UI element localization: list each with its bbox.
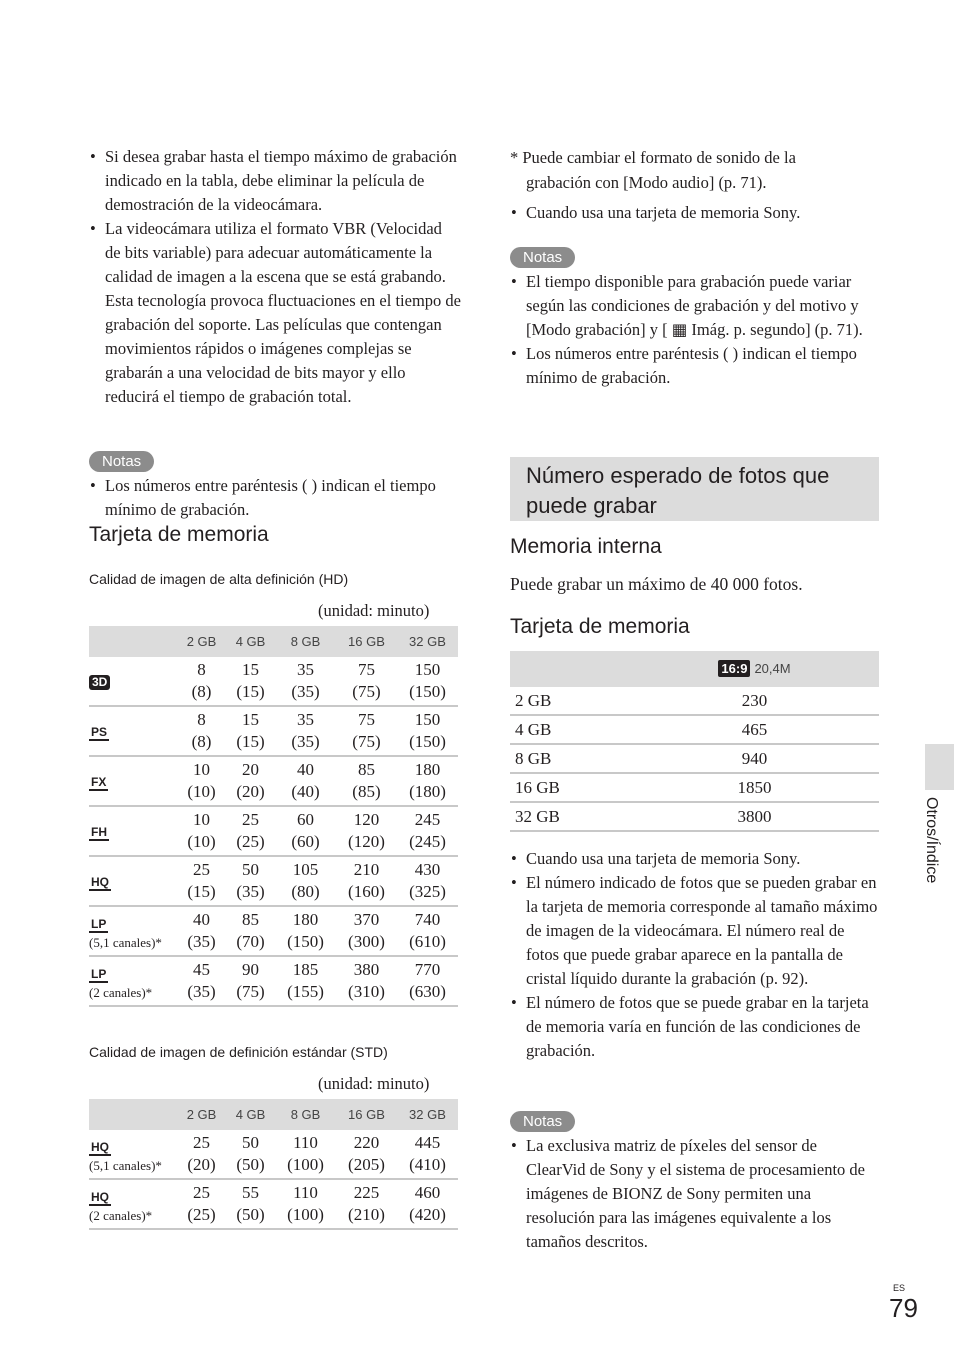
std-table-title: Calidad de imagen de definición estándar (STD) [89,1044,388,1060]
hd-time-cell [226,706,275,756]
left-nota-1: • Los números entre paréntesis ( ) indican el tiempo mínimo de grabación. [89,474,459,522]
sony-card-bullet: • Cuando usa una tarjeta de memoria Sony. [510,201,880,225]
max-time: 85 [242,910,260,929]
hd-time-cell [177,706,226,756]
hd-time-cell [177,806,226,856]
min-time: (205) [348,1155,385,1174]
min-time: (40) [291,782,320,801]
std-time-cell [336,1130,397,1179]
hd-time-cell [275,756,336,806]
min-time: (100) [287,1155,324,1174]
max-time: 10 [193,760,210,779]
max-time: 430 [414,860,441,879]
audio-channel-label: (5,1 canales)* [89,934,162,950]
std-unit: (unidad: minuto) [318,1074,430,1093]
std-col-header: 8 GB [275,1099,336,1130]
max-time: 60 [297,810,314,829]
max-time: 35 [297,660,314,679]
min-time: (310) [348,982,385,1001]
hd-time-cell [226,956,275,1006]
std-mode-cell [89,1130,177,1179]
table-row [89,956,458,1006]
max-time: 50 [242,860,260,879]
photo-row-value: 230 [690,687,879,715]
hd-time-cell [177,956,226,1006]
table-row [510,744,879,773]
hd-time-cell [336,956,397,1006]
max-time: 380 [353,960,380,979]
max-time: 90 [242,960,260,979]
min-time: (20) [187,1155,216,1174]
right-nota-3: • La exclusiva matriz de píxeles del sensor de ClearVid de Sony y el sistema de procesamiento de imágenes de BIONZ de Sony permiten una resolución para las imágenes equivalente a los tamaños descritos. [510,1134,880,1254]
max-time: 460 [414,1183,441,1202]
hd-time-cell [177,756,226,806]
hd-time-cell [397,906,458,956]
table-row [510,715,879,744]
audio-channel-label: (2 canales)* [89,984,153,1000]
max-time: 110 [293,1133,318,1152]
max-time: 45 [193,960,210,979]
hd-col-header: 32 GB [397,626,458,657]
section-title: Número esperado de fotos que puede grabar [526,463,830,518]
max-time: 25 [242,810,260,829]
max-time: 8 [197,710,206,729]
min-time: (35) [291,682,320,701]
std-recording-time-table [89,1099,458,1230]
photo-bullet-2: • El número indicado de fotos que se pueden grabar en la tarjeta de memoria corresponde al tamaño máximo de imagen de la videocámara. El número real de fotos que puede grabar aparece en la pantalla de cristal líquido durante la grabación (p. 92). [510,871,880,991]
max-time: 15 [242,710,260,729]
hd-time-cell [336,856,397,906]
hd-header-row [89,626,458,657]
table-row [89,657,458,706]
right-notas-list-1 [510,270,880,390]
std-mode-cell [89,1179,177,1229]
std-col-header: 16 GB [336,1099,397,1130]
max-time: 150 [414,660,441,679]
max-time: 55 [242,1183,260,1202]
max-time: 75 [357,660,375,679]
hd-time-cell [397,956,458,1006]
std-time-cell [275,1179,336,1229]
std-time-cell [397,1179,458,1229]
min-time: (75) [352,682,381,701]
std-time-cell [336,1179,397,1229]
hd-time-cell [397,706,458,756]
max-time: 245 [414,810,441,829]
min-time: (150) [409,732,446,751]
right-bullets-2 [510,847,880,1063]
min-time: (60) [291,832,320,851]
hd-time-cell [336,806,397,856]
audio-channel-label: (2 canales)* [89,1207,153,1223]
max-time: 180 [414,760,441,779]
table-row [510,773,879,802]
max-time: 370 [353,910,380,929]
hd-time-cell [226,756,275,806]
right-notas-list-2 [510,1134,880,1254]
max-time: 445 [414,1133,441,1152]
std-header-row [89,1099,458,1130]
left-heading-memory-card: Tarjeta de memoria [89,523,269,546]
max-time: 210 [353,860,380,879]
max-time: 220 [353,1133,380,1152]
table-row [89,1179,458,1229]
side-tab-marker [925,744,954,790]
min-time: (15) [236,732,265,751]
max-time: 120 [353,810,380,829]
image-size-label: 20,4M [754,661,791,676]
side-section-label: Otros/Índice [923,797,940,884]
min-time: (210) [348,1205,385,1224]
notas-badge-right-2: Notas [510,1111,575,1132]
photo-row-label: 8 GB [510,744,690,773]
hd-table-title: Calidad de imagen de alta definición (HD) [89,571,349,587]
recording-mode-icon: HQ [91,1139,109,1154]
min-time: (160) [348,882,385,901]
hd-col-header: 16 GB [336,626,397,657]
hd-time-cell [397,806,458,856]
max-time: 40 [297,760,314,779]
max-time: 740 [414,910,441,929]
min-time: (50) [236,1205,265,1224]
max-time: 25 [193,860,210,879]
photo-row-value: 1850 [690,773,879,802]
std-col-header: 4 GB [226,1099,275,1130]
photo-row-value: 465 [690,715,879,744]
min-time: (150) [287,932,324,951]
std-time-cell [177,1179,226,1229]
min-time: (75) [236,982,265,1001]
recording-mode-icon: FH [91,825,107,839]
audio-footnote: * Puede cambiar el formato de sonido de la grabación con [Modo audio] (p. 71). [510,148,796,192]
max-time: 110 [293,1183,318,1202]
photo-row-value: 3800 [690,802,879,831]
photo-row-label: 4 GB [510,715,690,744]
photo-row-value: 940 [690,744,879,773]
hd-time-cell [226,856,275,906]
hd-col-header: 4 GB [226,626,275,657]
photo-row-label: 32 GB [510,802,690,831]
photo-header-row [510,651,879,687]
max-time: 15 [242,660,260,679]
max-time: 8 [197,660,206,679]
photo-bullet-3: • El número de fotos que se puede grabar en la tarjeta de memoria varía en función de las condiciones de grabación. [510,991,880,1063]
hd-time-cell [177,856,226,906]
min-time: (35) [236,882,265,901]
photo-row-label: 16 GB [510,773,690,802]
max-time: 225 [353,1183,380,1202]
max-time: 20 [242,760,260,779]
max-time: 770 [414,960,441,979]
hd-time-cell [397,756,458,806]
min-time: (80) [291,882,320,901]
min-time: (75) [352,732,381,751]
notas-badge-left: Notas [89,451,154,472]
std-time-cell [275,1130,336,1179]
max-time: 75 [357,710,375,729]
aspect-ratio-icon: 16:9 [718,660,750,677]
hd-mode-cell [89,856,177,906]
min-time: (325) [409,882,446,901]
table-row [510,802,879,831]
max-time: 40 [193,910,210,929]
min-time: (50) [236,1155,265,1174]
min-time: (300) [348,932,385,951]
internal-memory-text: Puede grabar un máximo de 40 000 fotos. [510,574,803,594]
min-time: (180) [409,782,446,801]
left-intro-bullets [89,145,461,409]
section-header-box [510,457,879,521]
left-notas-list [89,474,459,522]
min-time: (10) [187,782,216,801]
hd-time-cell [226,906,275,956]
internal-memory-heading: Memoria interna [510,535,662,558]
min-time: (15) [236,682,265,701]
recording-mode-icon: LP [91,966,107,981]
hd-mode-cell [89,657,177,706]
table-row [89,806,458,856]
min-time: (25) [187,1205,216,1224]
notas-badge-right-1: Notas [510,247,575,268]
hd-time-cell [336,906,397,956]
audio-channel-label: (5,1 canales)* [89,1157,162,1173]
intro-bullet-2: • La videocámara utiliza el formato VBR (Velocidad de bits variable) para adecuar automáticamente la calidad de imagen a la escena que se está grabando. Esta tecnología provoca fluctuaciones en el tiempo de grabación del soporte. Las películas que contengan movimientos rápidos o imágenes complejas se grabarán a una velocidad de bits mayor y ello reducirá el tiempo de grabación total. [89,217,461,409]
table-row [89,1130,458,1179]
recording-mode-icon: 3D [89,675,110,690]
recording-mode-icon: PS [91,725,108,739]
hd-time-cell [275,657,336,706]
min-time: (120) [348,832,385,851]
table-row [89,706,458,756]
hd-time-cell [226,806,275,856]
max-time: 85 [357,760,375,779]
table-row [89,906,458,956]
hd-mode-cell [89,956,177,1006]
hd-time-cell [275,856,336,906]
table-row [89,856,458,906]
photo-row-label: 2 GB [510,687,690,715]
min-time: (155) [287,982,324,1001]
right-bullet-sony [510,201,880,225]
page-number: 79 [889,1293,918,1323]
hd-time-cell [177,906,226,956]
right-nota-2: • Los números entre paréntesis ( ) indican el tiempo mínimo de grabación. [510,342,880,390]
recording-mode-icon: LP [91,916,107,931]
min-time: (35) [187,932,216,951]
min-time: (245) [409,832,446,851]
min-time: (8) [191,732,212,751]
std-time-cell [226,1130,275,1179]
hd-unit: (unidad: minuto) [318,601,430,620]
std-time-cell [177,1130,226,1179]
min-time: (85) [352,782,381,801]
hd-mode-cell [89,706,177,756]
hd-col-header: 8 GB [275,626,336,657]
min-time: (8) [191,682,212,701]
std-time-cell [397,1130,458,1179]
hd-time-cell [397,856,458,906]
hd-mode-cell [89,806,177,856]
max-time: 25 [193,1183,210,1202]
min-time: (100) [287,1205,324,1224]
right-heading-memory-card: Tarjeta de memoria [510,615,690,638]
hd-time-cell [275,806,336,856]
recording-mode-icon: HQ [91,875,109,889]
hd-mode-cell [89,756,177,806]
min-time: (20) [236,782,265,801]
max-time: 25 [193,1133,210,1152]
hd-time-cell [275,956,336,1006]
page-language: ES [893,1283,906,1293]
hd-time-cell [336,706,397,756]
hd-time-cell [397,657,458,706]
min-time: (420) [409,1205,446,1224]
min-time: (10) [187,832,216,851]
right-nota-1: • El tiempo disponible para grabación puede variar según las condiciones de grabación y del motivo y [Modo grabación] y [ ▦ Imág. p. segundo] (p. 71). [510,270,880,342]
std-col-header: 32 GB [397,1099,458,1130]
hd-recording-time-table [89,626,458,1007]
max-time: 35 [297,710,314,729]
recording-mode-icon: FX [91,775,107,789]
intro-bullet-1: • Si desea grabar hasta el tiempo máximo de grabación indicado en la tabla, debe eliminar la película de demostración de la videocámara. [89,145,461,217]
min-time: (150) [409,682,446,701]
hd-time-cell [275,906,336,956]
std-time-cell [226,1179,275,1229]
max-time: 150 [414,710,441,729]
hd-col-header: 2 GB [177,626,226,657]
recording-mode-icon: HQ [91,1189,109,1204]
photo-bullet-1: • Cuando usa una tarjeta de memoria Sony. [510,847,880,871]
min-time: (35) [187,982,216,1001]
hd-mode-cell [89,906,177,956]
table-row [89,756,458,806]
min-time: (630) [409,982,446,1001]
min-time: (410) [409,1155,446,1174]
hd-time-cell [336,657,397,706]
photo-count-table [510,651,879,832]
min-time: (25) [236,832,265,851]
max-time: 105 [292,860,319,879]
hd-time-cell [336,756,397,806]
min-time: (70) [236,932,265,951]
hd-time-cell [275,706,336,756]
max-time: 50 [242,1133,260,1152]
min-time: (15) [187,882,216,901]
max-time: 180 [292,910,319,929]
min-time: (35) [291,732,320,751]
min-time: (610) [409,932,446,951]
std-col-header: 2 GB [177,1099,226,1130]
hd-time-cell [177,657,226,706]
max-time: 10 [193,810,210,829]
table-row [510,687,879,715]
hd-time-cell [226,657,275,706]
max-time: 185 [292,960,319,979]
